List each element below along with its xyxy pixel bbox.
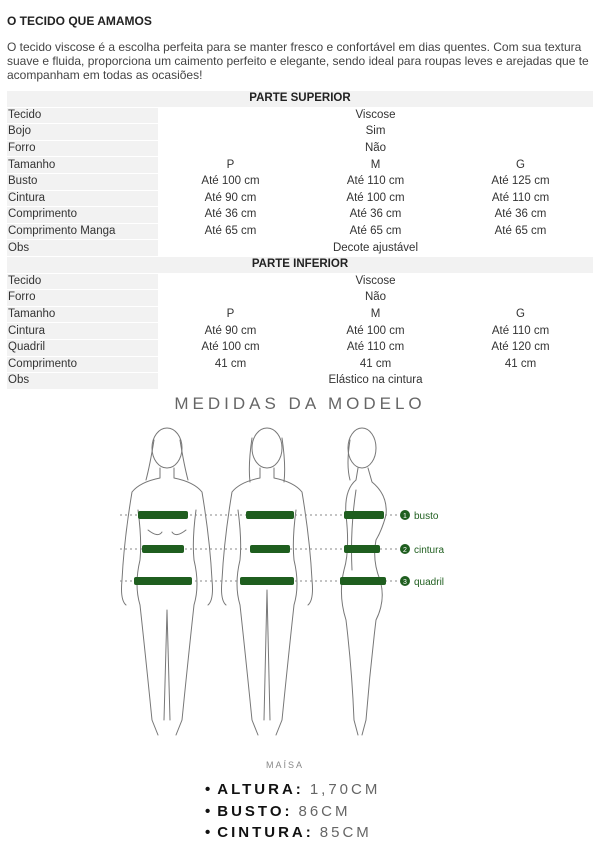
bullet-icon: •: [205, 824, 214, 841]
cell-p: Até 36 cm: [204, 208, 257, 221]
cell-p: Até 90 cm: [204, 191, 257, 204]
row-label: Cintura: [7, 190, 158, 207]
cell-g: Até 110 cm: [491, 324, 550, 337]
measurement-key: CINTURA:: [217, 824, 314, 841]
row-value: Decote ajustável: [332, 241, 419, 254]
label-quadril: quadril: [414, 577, 445, 588]
row-label: Comprimento: [7, 356, 158, 373]
row-label: Quadril: [7, 339, 158, 356]
row-value: Elástico na cintura: [328, 374, 423, 387]
row-label: Tecido: [7, 107, 158, 124]
body-measurement-illustration: [100, 420, 500, 755]
table-row: [7, 173, 593, 190]
marker-1: [400, 510, 439, 522]
table-row: [7, 240, 593, 257]
measurement-busto: [205, 803, 351, 820]
table-row: [7, 373, 593, 390]
measurement-key: ALTURA:: [217, 781, 304, 798]
table-row: [7, 190, 593, 207]
bullet-icon: •: [205, 803, 214, 820]
size-table: [7, 91, 593, 390]
marker-number: 1: [403, 513, 407, 520]
marker-number: 3: [403, 579, 407, 586]
row-label: Forro: [7, 140, 158, 157]
cell-g: 41 cm: [504, 357, 537, 370]
table-row: [7, 323, 593, 340]
label-cintura: cintura: [414, 545, 445, 556]
row-label: Bojo: [7, 124, 158, 141]
section-row: [7, 91, 593, 107]
measurement-value: 86CM: [298, 803, 351, 820]
fabric-description: O tecido viscose é a escolha perfeita para se manter fresco e confortável em dias quentes. Com sua textura suave e fluida, proporciona um caimento perfeito e elegante, sendo ideal para roupas leves e arejadas que te acompanham em todas as ocasiões!: [7, 40, 589, 82]
table-row: [7, 339, 593, 356]
row-label: Tamanho: [7, 157, 158, 174]
cell-m: Até 100 cm: [346, 191, 405, 204]
cell-m: Até 36 cm: [349, 208, 402, 221]
section-heading: O TECIDO QUE AMAMOS: [7, 14, 152, 28]
row-value: Viscose: [355, 274, 396, 287]
table-row: [7, 124, 593, 141]
row-value: Viscose: [355, 108, 396, 121]
measurement-key: BUSTO:: [217, 803, 293, 820]
row-label: Obs: [7, 373, 158, 390]
table-row: [7, 290, 593, 307]
marker-number: 2: [403, 547, 407, 554]
marker-2: [400, 544, 444, 556]
model-measurements-title: MEDIDAS DA MODELO: [174, 394, 426, 413]
cell-m: 41 cm: [359, 357, 392, 370]
cell-g: Até 120 cm: [491, 341, 550, 354]
cell-g: Até 125 cm: [491, 175, 550, 188]
section-title-inferior: PARTE INFERIOR: [7, 256, 593, 273]
size-m: M: [370, 158, 381, 171]
row-label: Cintura: [7, 323, 158, 340]
section-row: [7, 256, 593, 273]
cell-g: Até 65 cm: [494, 225, 547, 238]
cell-m: Até 110 cm: [346, 341, 405, 354]
row-value: Não: [364, 291, 387, 304]
cell-m: Até 65 cm: [349, 225, 402, 238]
row-label: Obs: [7, 240, 158, 257]
size-g: G: [516, 308, 525, 321]
cell-m: Até 100 cm: [346, 324, 405, 337]
measurement-altura: [205, 781, 380, 798]
size-p: P: [226, 158, 235, 171]
size-g: G: [516, 158, 525, 171]
table-row: [7, 356, 593, 373]
measurement-value: 85CM: [319, 824, 372, 841]
cell-p: Até 65 cm: [204, 225, 257, 238]
table-row: [7, 273, 593, 290]
bullet-icon: •: [205, 781, 214, 798]
row-label: Busto: [7, 173, 158, 190]
cell-m: Até 110 cm: [346, 175, 405, 188]
measurement-value: 1,70CM: [309, 781, 381, 798]
row-value: Sim: [365, 125, 386, 138]
table-row: [7, 157, 593, 174]
measurement-cintura: [205, 824, 372, 841]
row-label: Comprimento Manga: [7, 223, 158, 240]
size-p: P: [226, 308, 235, 321]
section-title-superior: PARTE SUPERIOR: [7, 91, 593, 107]
table-row: [7, 207, 593, 224]
table-row: [7, 223, 593, 240]
table-row: [7, 140, 593, 157]
cell-p: Até 100 cm: [201, 341, 260, 354]
cell-g: Até 36 cm: [494, 208, 547, 221]
row-value: Não: [364, 142, 387, 155]
table-row: [7, 107, 593, 124]
row-label: Comprimento: [7, 207, 158, 224]
row-label: Forro: [7, 290, 158, 307]
cell-g: Até 110 cm: [491, 191, 550, 204]
row-label: Tecido: [7, 273, 158, 290]
model-name: MAÍSA: [265, 760, 304, 770]
cell-p: 41 cm: [214, 357, 247, 370]
row-label: Tamanho: [7, 306, 158, 323]
size-m: M: [370, 308, 381, 321]
label-busto: busto: [414, 511, 439, 522]
table-row: [7, 306, 593, 323]
cell-p: Até 100 cm: [201, 175, 260, 188]
cell-p: Até 90 cm: [204, 324, 257, 337]
measurement-bands: [134, 511, 386, 585]
marker-3: [400, 576, 444, 588]
